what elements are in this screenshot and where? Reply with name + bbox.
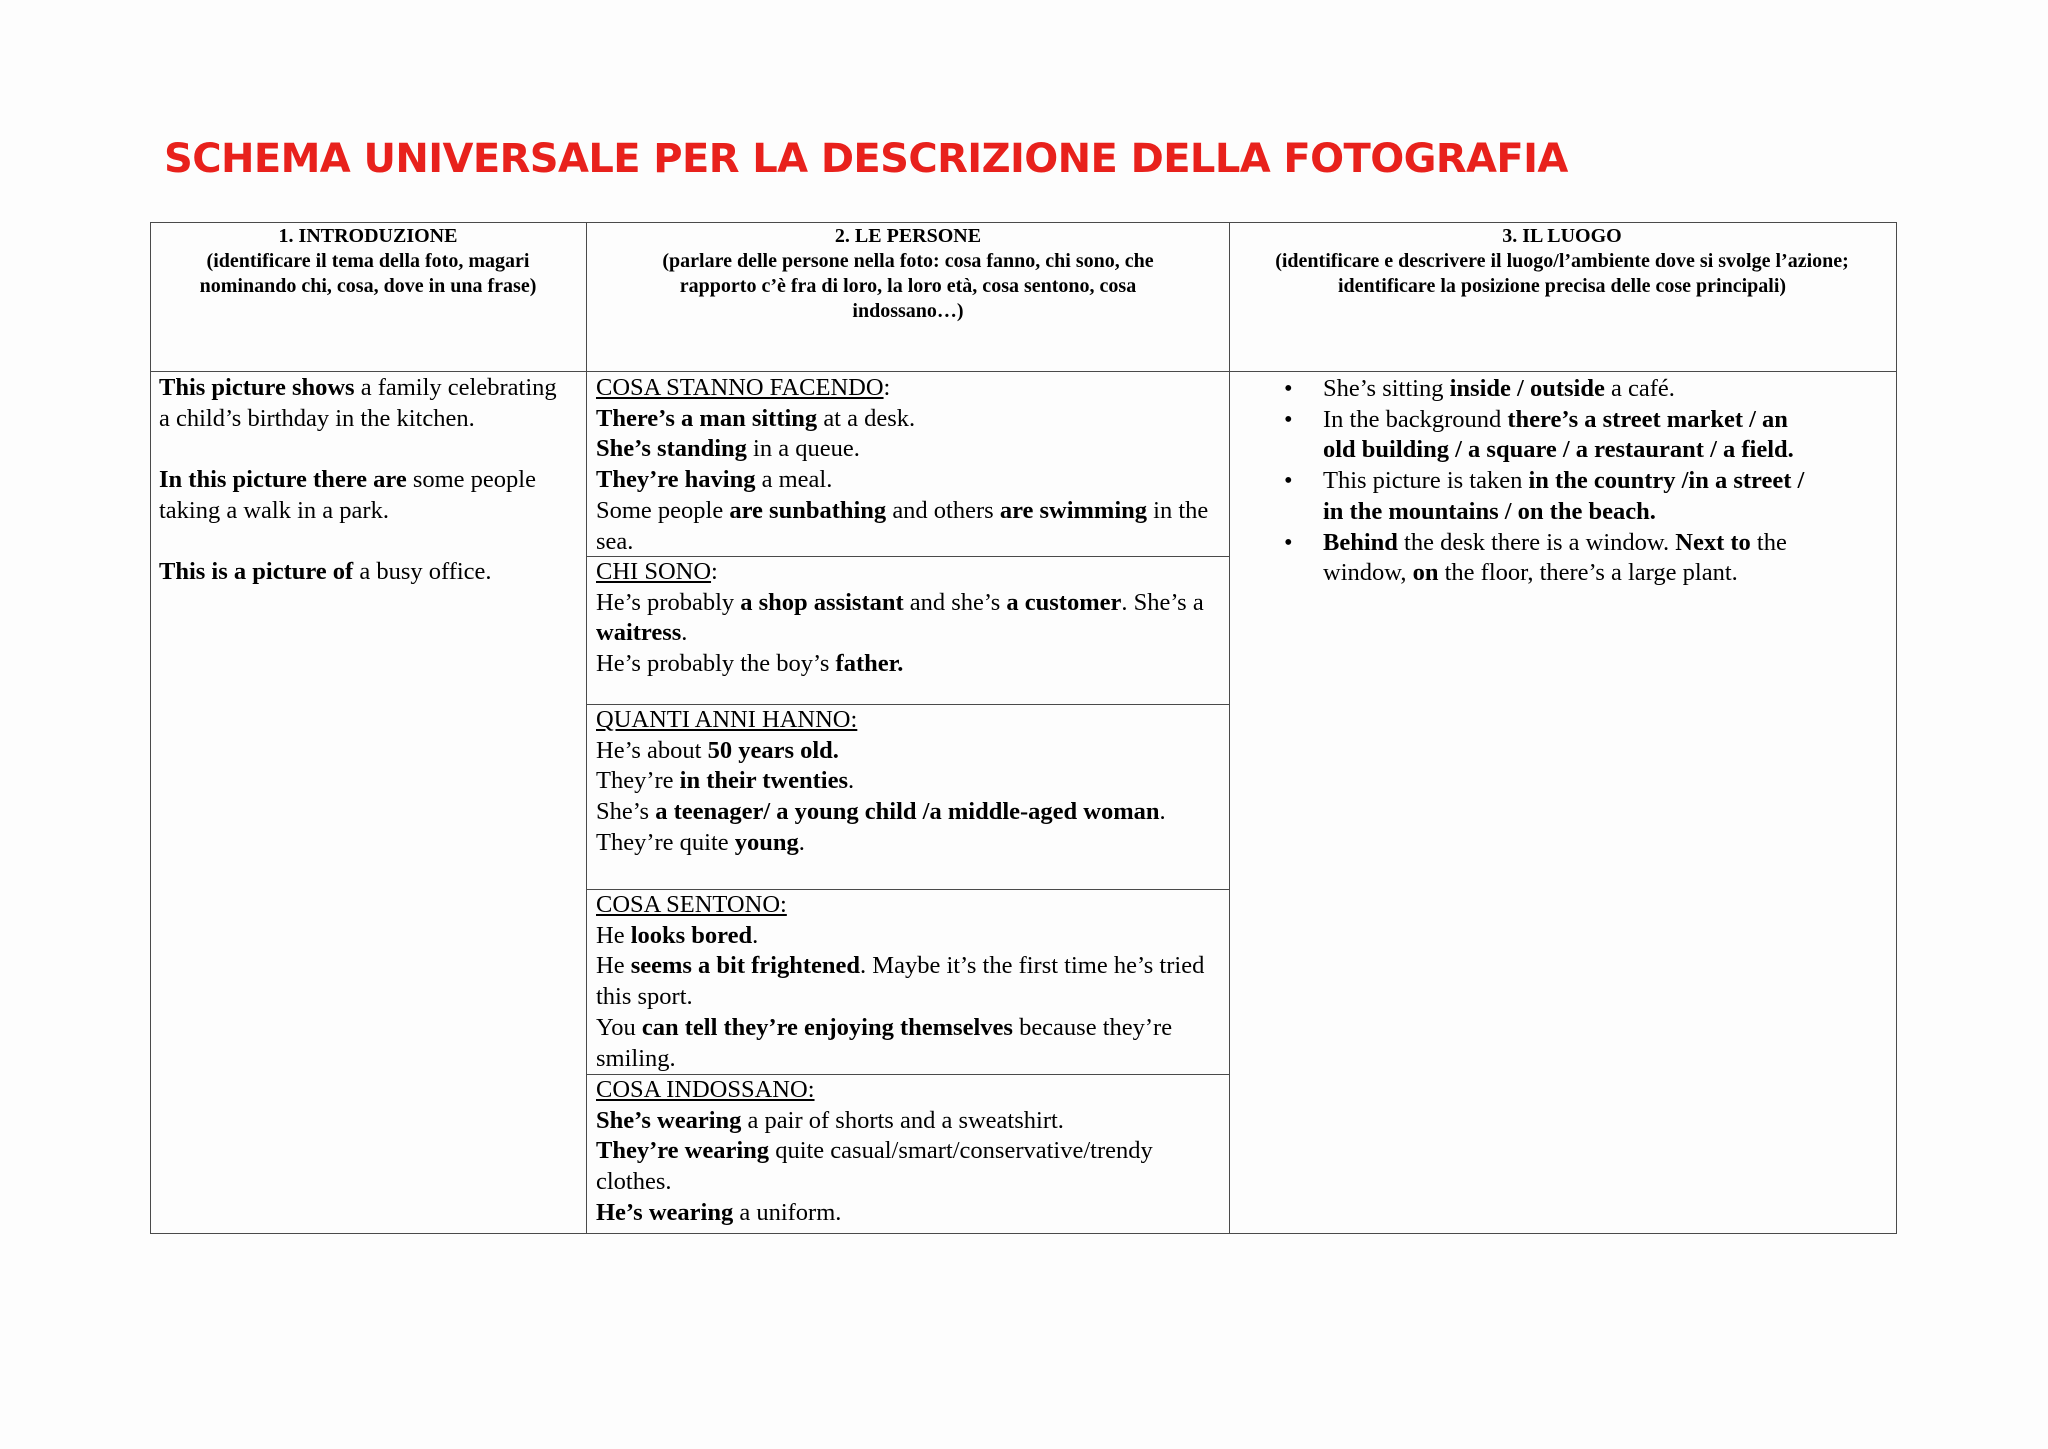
example-text: a meal. [755,466,833,494]
section-heading [596,1075,1224,1106]
example-text: You [596,1013,642,1041]
people-age-cell [596,705,1176,859]
example-text: . They’re quite [596,798,1166,856]
table-border-bottom [150,1233,1897,1234]
keyphrase: Behind [1323,528,1398,556]
section-colon: : [883,374,891,401]
example-line [596,649,1216,680]
section-title: COSA INDOSSANO: [596,1076,815,1103]
example-text: some people taking a walk in a park. [159,466,536,524]
column-divider-1 [586,222,587,1234]
section-heading [596,705,1176,736]
keyphrase: They’re having [596,466,756,494]
list-item [1276,405,1816,466]
keyphrase: looks bored [630,921,753,949]
keyphrase: there’s a street market / an old building / a square / a restaurant / a field. [1323,405,1794,464]
example-line [596,588,1216,649]
keyphrase: There’s a man sitting [596,404,818,432]
example-text: They’re [596,767,680,795]
example-text: He’s about [596,736,708,764]
example-line [596,797,1176,858]
example-text: and others [886,496,1000,524]
keyphrase: This picture shows [159,374,355,401]
description-table [150,222,1897,1234]
section-colon: : [711,558,718,585]
example-text: quite casual/smart/conservative/trendy clothes. [596,1137,1153,1196]
list-item [1276,374,1816,405]
keyphrase: She’s standing [596,435,747,463]
example-text: . [752,921,759,949]
example-text: She’s [596,798,656,826]
keyphrase: on [1412,559,1439,587]
example-text: Some people [596,496,730,524]
example-text: . [681,619,688,647]
section-heading [596,890,1230,921]
example-line [596,1198,1224,1229]
example-text: at a desk. [817,404,916,432]
example-line [596,1106,1224,1137]
example-text: in a queue. [746,435,860,463]
example-text: . [798,828,805,856]
example-text: a café. [1604,375,1675,402]
column-subheading: (identificare il tema della foto, magari nominando chi, cosa, dove in una frase) [199,250,537,297]
column-heading: 2. LE PERSONE [834,225,982,247]
example-line [596,1013,1230,1074]
page-title: SCHEMA UNIVERSALE PER LA DESCRIZIONE DELLA FOTOGRAFIA [164,136,1568,182]
keyphrase: waitress [596,619,682,647]
example-text: a pair of shorts and a sweatshirt. [741,1106,1064,1134]
place-cell [1276,374,1816,589]
keyphrase: are sunbathing [729,496,887,524]
example-text: a busy office. [353,558,492,586]
keyphrase: He’s wearing [596,1198,734,1226]
example-line [596,434,1230,465]
section-title: COSA STANNO FACENDO [596,374,884,401]
example-text: because they’re smiling. [596,1013,1173,1072]
header-divider [150,371,1897,372]
example-text: He’s probably [596,588,741,616]
place-list [1276,374,1816,589]
column-heading: 1. INTRODUZIONE [278,225,458,247]
example-line [596,736,1176,767]
keyphrase: father. [835,650,904,678]
column-subheading: (parlare delle persone nella foto: cosa fanno, chi sono, che rapporto c’è fra di loro, la loro età, cosa sentono, cosa indossano…) [662,250,1154,322]
example-line [596,465,1230,496]
people-wear-cell [596,1075,1224,1229]
column-header-intro [172,224,564,299]
people-doing-cell [596,373,1230,557]
section-title: COSA SENTONO: [596,891,787,918]
example-text: the floor, there’s a large plant. [1438,559,1738,587]
keyphrase: They’re wearing [596,1137,770,1165]
section-heading [596,557,1216,588]
keyphrase: in their twenties [679,767,848,795]
table-border-left [150,222,151,1234]
people-who-cell [596,557,1216,680]
intro-example-3 [159,557,569,588]
example-text: . [847,767,855,795]
example-line [596,496,1230,557]
keyphrase: can tell they’re enjoying themselves [641,1013,1013,1041]
keyphrase: She’s wearing [596,1106,742,1134]
list-item [1276,466,1816,527]
section-title: QUANTI ANNI HANNO: [596,706,858,733]
table-border-right [1896,222,1897,1234]
keyphrase: are swimming [999,496,1148,524]
example-line [596,1136,1224,1197]
intro-cell [159,373,569,588]
example-text: the window, [1323,528,1787,587]
example-text: the desk there is a window. [1397,528,1676,556]
table-border-top [150,222,1897,223]
example-text: She’s sitting [1323,375,1450,402]
example-text: . She’s a [1121,588,1204,616]
example-text: . Maybe it’s the first time he’s tried this sport. [596,952,1205,1011]
column-header-people [630,224,1186,324]
example-text: He’s probably the boy’s [596,650,836,678]
example-line [596,951,1230,1012]
section-title: CHI SONO [596,558,712,585]
column-heading: 3. IL LUOGO [1502,225,1622,247]
list-item [1276,528,1816,589]
people-feel-cell [596,890,1230,1074]
example-line [596,404,1230,435]
keyphrase: a shop assistant [740,588,904,616]
keyphrase: In this picture there are [159,466,407,494]
example-text: This picture is taken [1323,467,1529,495]
column-subheading: (identificare e descrivere il luogo/l’ambiente dove si svolge l’azione; identificare la posizione precisa delle cose principali) [1275,250,1849,297]
keyphrase: young [734,828,799,856]
section-heading [596,373,1230,404]
intro-example-2 [159,465,569,526]
column-header-place [1250,224,1874,299]
keyphrase: This is a picture of [159,558,354,586]
keyphrase: inside / outside [1449,375,1605,402]
keyphrase: 50 years old. [707,736,839,764]
keyphrase: seems a bit frightened [630,952,861,980]
keyphrase: a teenager/ a young child /a middle-aged woman [655,798,1160,826]
keyphrase: a customer [1006,588,1122,616]
example-text: He [596,952,631,980]
example-text: He [596,921,631,949]
keyphrase: in the country /in a street / in the mountains / on the beach. [1323,467,1805,525]
keyphrase: Next to [1675,528,1751,556]
example-text: and she’s [903,588,1007,616]
example-text: in the sea. [596,496,1209,555]
intro-example-1 [159,373,569,434]
example-text: In the background [1323,405,1508,433]
example-text: a family celebrating a child’s birthday in the kitchen. [159,374,557,432]
example-line [596,766,1176,797]
example-line [596,921,1230,952]
example-text: a uniform. [733,1198,842,1226]
